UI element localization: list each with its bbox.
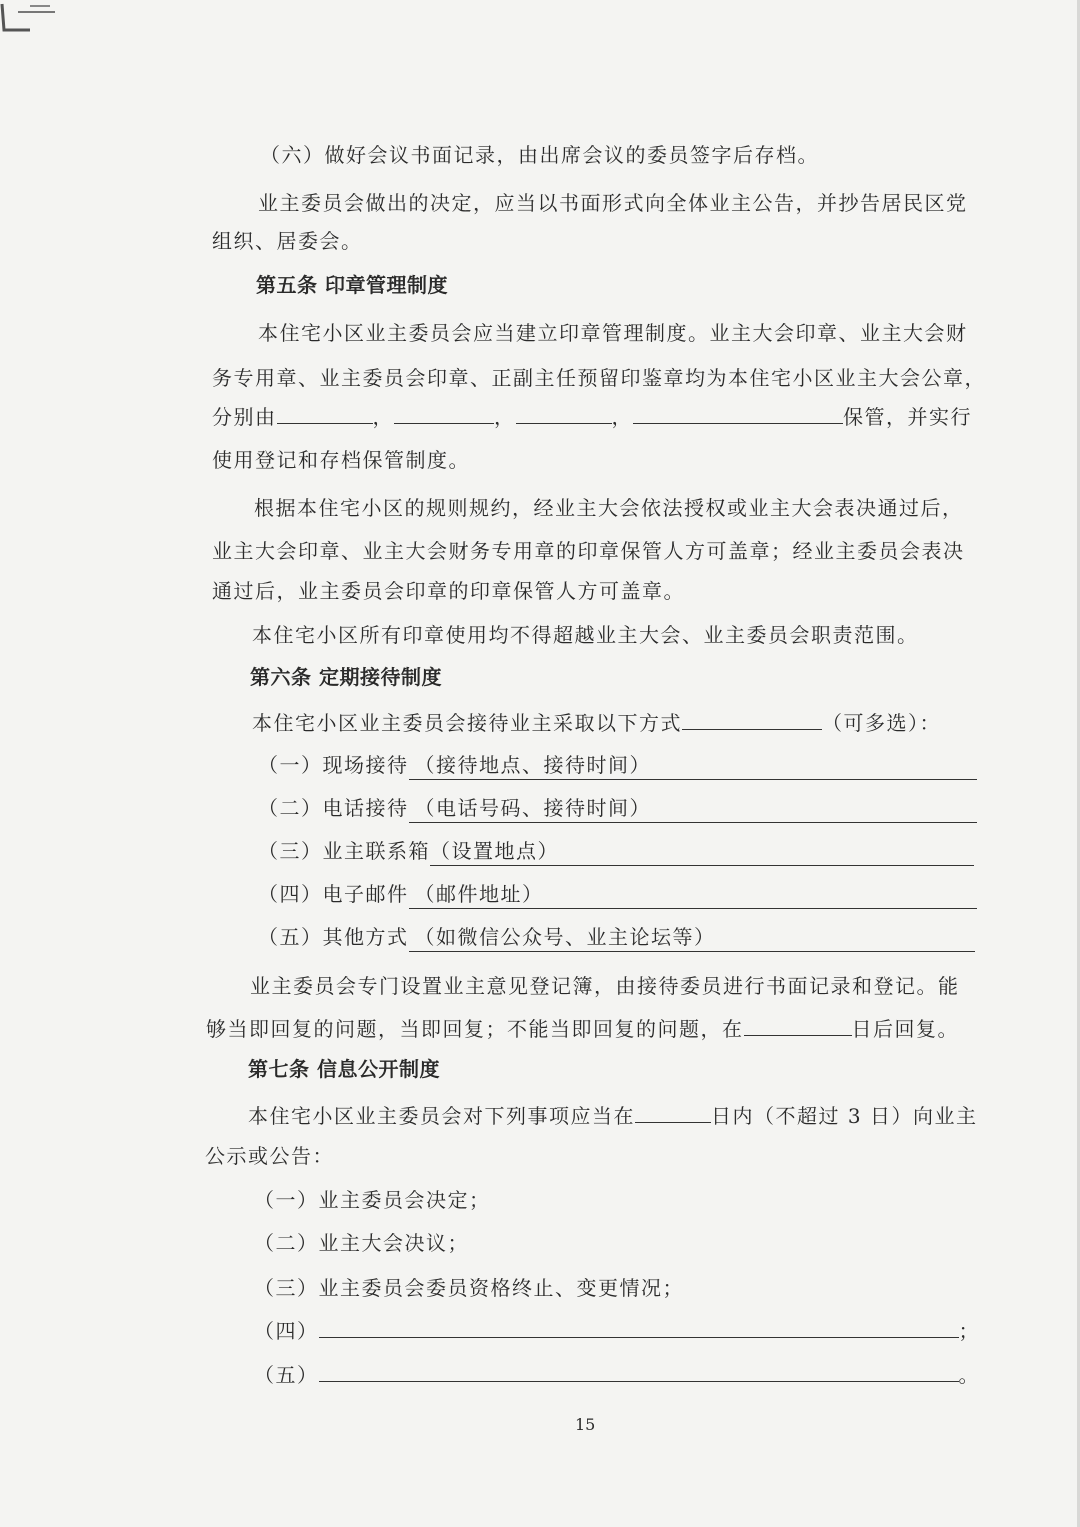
text-line: 业主委员会专门设置业主意见登记簿，由接待委员进行书面记录和登记。能	[250, 974, 960, 998]
text-fragment: ；	[958, 1319, 980, 1343]
fill-blank[interactable]	[277, 405, 373, 424]
text-fragment: ，	[611, 405, 633, 429]
text-line: （一）业主委员会决定；	[254, 1188, 491, 1212]
text-fragment: 日后回复。	[851, 1017, 959, 1041]
fill-blank[interactable]	[682, 711, 822, 730]
fill-blank[interactable]	[744, 1017, 852, 1036]
text-line-with-blanks	[212, 404, 972, 430]
text-line: 本住宅小区所有印章使用均不得超越业主大会、业主委员会职责范围。	[252, 623, 919, 647]
text-line-with-blanks	[252, 710, 941, 736]
fill-blank[interactable]	[516, 405, 612, 424]
text-line-with-blanks	[248, 1103, 977, 1129]
text-fragment: （二）电话接待	[258, 796, 409, 820]
disclosure-item	[254, 1362, 980, 1388]
text-fragment: （四）电子邮件	[258, 882, 409, 906]
text-fragment: ，	[372, 405, 394, 429]
fill-line[interactable]	[409, 752, 977, 780]
article-heading: 第五条 印章管理制度	[256, 273, 448, 297]
text-line: 组织、居委会。	[212, 229, 363, 253]
hint-text: （设置地点）	[430, 839, 559, 863]
page-number: 15	[575, 1415, 596, 1434]
article-heading: 第七条 信息公开制度	[248, 1057, 440, 1081]
hint-text: （如微信公众号、业主论坛等）	[414, 925, 716, 949]
text-fragment: 分别由	[212, 405, 277, 429]
text-line: 根据本住宅小区的规则规约，经业主大会依法授权或业主大会表决通过后，	[254, 496, 964, 520]
text-fragment: ，	[494, 405, 516, 429]
text-line: （三）业主委员会委员资格终止、变更情况；	[254, 1276, 684, 1300]
text-fragment: （三）业主联系箱	[258, 839, 430, 863]
disclosure-item	[254, 1318, 980, 1344]
text-fragment: 保管，并实行	[843, 405, 972, 429]
text-line: 业主大会印章、业主大会财务专用章的印章保管人方可盖章；经业主委员会表决	[212, 539, 965, 563]
reception-item	[258, 924, 975, 952]
fill-line[interactable]	[430, 838, 974, 866]
reception-item	[258, 881, 977, 909]
text-fragment: （一）现场接待	[258, 753, 409, 777]
hint-text: （电话号码、接待时间）	[414, 796, 651, 820]
fill-blank[interactable]	[394, 405, 494, 424]
text-line: 使用登记和存档保管制度。	[212, 448, 470, 472]
text-line: （二）业主大会决议；	[254, 1231, 469, 1255]
text-line: （六）做好会议书面记录，由出席会议的委员签字后存档。	[260, 143, 819, 167]
text-fragment: 本住宅小区业主委员会接待业主采取以下方式	[252, 711, 682, 735]
fill-blank[interactable]	[319, 1319, 959, 1338]
text-fragment: （五）其他方式	[258, 925, 409, 949]
text-fragment: 本住宅小区业主委员会对下列事项应当在	[248, 1104, 635, 1128]
fill-line[interactable]	[409, 924, 975, 952]
hint-text: （接待地点、接待时间）	[414, 753, 651, 777]
reception-item	[258, 795, 977, 823]
text-fragment: （五）	[254, 1363, 319, 1387]
fill-line[interactable]	[409, 881, 977, 909]
reception-item	[258, 838, 974, 866]
hint-text: （邮件地址）	[414, 882, 544, 906]
fill-blank[interactable]	[633, 405, 843, 424]
reception-item	[258, 752, 977, 780]
text-line: 业主委员会做出的决定，应当以书面形式向全体业主公告，并抄告居民区党	[258, 191, 968, 215]
fill-blank[interactable]	[635, 1104, 711, 1123]
text-fragment: 日内（不超过 3 日）向业主	[711, 1104, 978, 1128]
text-line: 本住宅小区业主委员会应当建立印章管理制度。业主大会印章、业主大会财	[258, 321, 968, 345]
fill-line[interactable]	[409, 795, 977, 823]
text-line-with-blanks	[206, 1016, 959, 1042]
text-line: 公示或公告：	[205, 1144, 334, 1168]
article-heading: 第六条 定期接待制度	[250, 665, 442, 689]
text-line: 通过后，业主委员会印章的印章保管人方可盖章。	[212, 579, 685, 603]
text-fragment: 。	[958, 1363, 980, 1387]
text-fragment: （可多选）：	[822, 711, 941, 735]
text-line: 务专用章、业主委员会印章、正副主任预留印鉴章均为本住宅小区业主大会公章，	[212, 366, 986, 390]
text-fragment: （四）	[254, 1319, 319, 1343]
fill-blank[interactable]	[319, 1363, 959, 1382]
text-fragment: 够当即回复的问题，当即回复；不能当即回复的问题，在	[206, 1017, 744, 1041]
